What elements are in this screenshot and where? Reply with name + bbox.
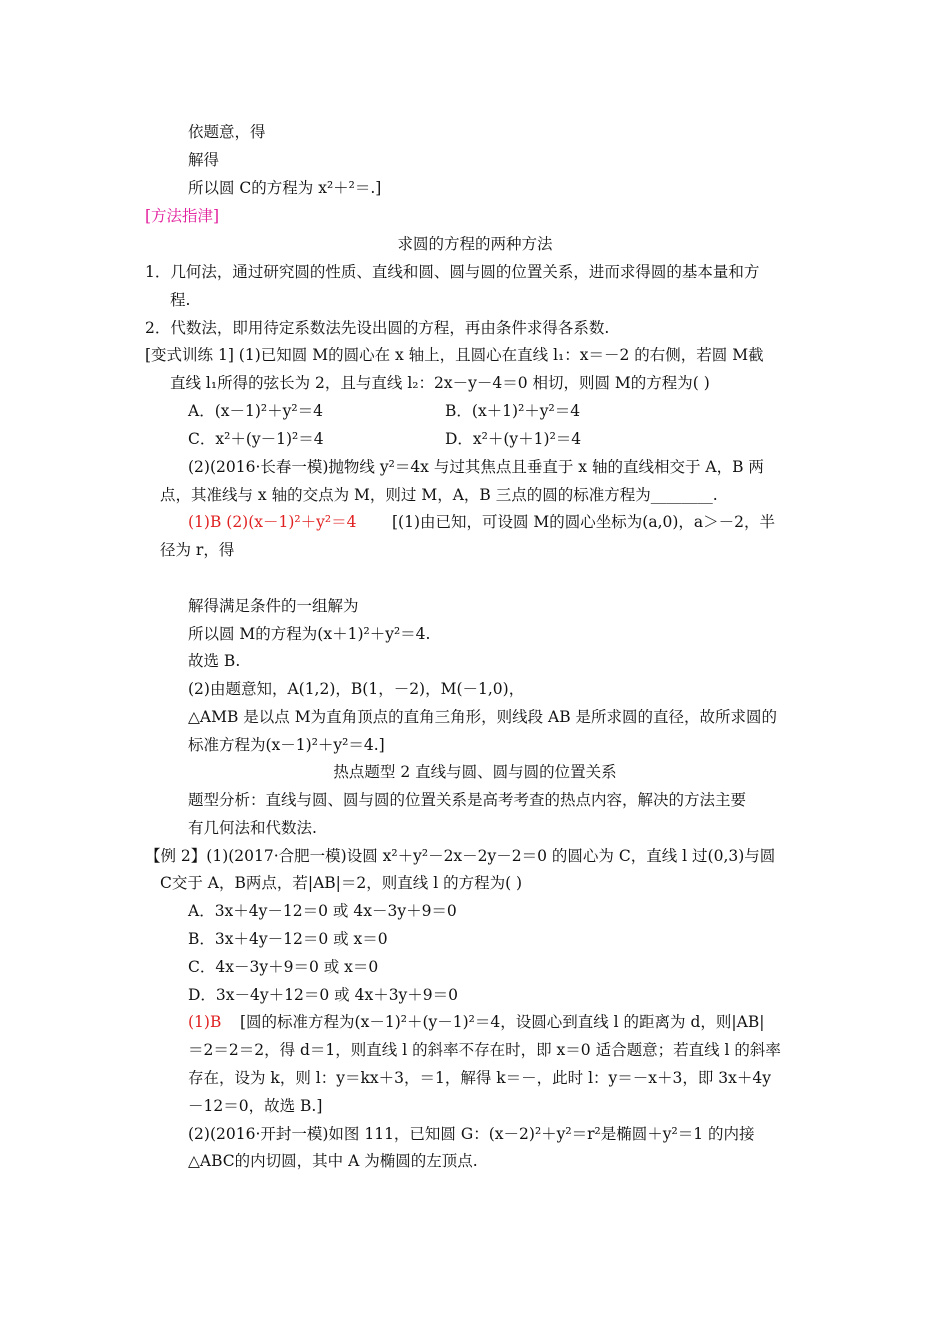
example-heading: 【例 2】(1)(2017·合肥一模)设圆 x²＋y²－2x－2y－2＝0 的圆心为 C，直线 l 过(0,3)与圆 [145, 847, 776, 865]
text-line: 程. [170, 291, 191, 309]
option-a: A．3x＋4y－12＝0 或 4x－3y＋9＝0 [188, 902, 457, 920]
text-line: 解得 [188, 151, 220, 169]
text-line: 存在，设为 k，则 l：y＝kx＋3，＝1，解得 k＝－，此时 l：y＝－x＋3，即 3x＋4y [188, 1069, 772, 1087]
text-line: 有几何法和代数法. [188, 819, 317, 837]
text-line: 依题意，得 [188, 123, 266, 141]
option-b: B．(x＋1)²＋y²＝4 [445, 402, 581, 420]
text-line: 故选 B. [188, 652, 241, 670]
method-tag: [方法指津] [145, 207, 220, 225]
text-line: (2)(2016·长春一模)抛物线 y²＝4x 与过其焦点且垂直于 x 轴的直线相交于 A，B 两 [188, 458, 764, 476]
text-line: ＝2＝2＝2，得 d＝1，则直线 l 的斜率不存在时，即 x＝0 适合题意；若直线 l 的斜率 [188, 1041, 781, 1059]
option-d: D．x²＋(y＋1)²＝4 [445, 430, 582, 448]
option-c: C．4x－3y＋9＝0 或 x＝0 [188, 958, 379, 976]
text-line: 径为 r，得 [160, 541, 235, 559]
text-line: 所以圆 M的方程为(x＋1)²＋y²＝4. [188, 625, 431, 643]
solution-text: [圆的标准方程为(x－1)²＋(y－1)²＝4，设圆心到直线 l 的距离为 d，则|AB| [240, 1013, 765, 1031]
option-b: B．3x＋4y－12＝0 或 x＝0 [188, 930, 388, 948]
text-line: 解得满足条件的一组解为 [188, 597, 359, 615]
option-d: D．3x－4y＋12＝0 或 4x＋3y＋9＝0 [188, 986, 459, 1004]
text-line: [变式训练 1] (1)已知圆 M的圆心在 x 轴上，且圆心在直线 l₁：x＝－2 的右侧，若圆 M截 [145, 346, 764, 364]
section-heading: 热点题型 2 直线与圆、圆与圆的位置关系 [333, 763, 617, 781]
text-line: △AMB 是以点 M为直角顶点的直角三角形，则线段 AB 是所求圆的直径，故所求圆的 [188, 708, 778, 726]
text-line: 直线 l₁所得的弦长为 2，且与直线 l₂：2x－y－4＝0 相切，则圆 M的方程为( ) [170, 374, 710, 392]
option-c: C．x²＋(y－1)²＝4 [188, 430, 324, 448]
answer-key: (1)B [188, 1013, 222, 1031]
text-line: (2)(2016·开封一模)如图 111，已知圆 G：(x－2)²＋y²＝r²是椭圆＋y²＝1 的内接 [188, 1125, 755, 1143]
text-line: 1．几何法，通过研究圆的性质、直线和圆、圆与圆的位置关系，进而求得圆的基本量和方 [145, 263, 760, 281]
text-line: 标准方程为(x－1)²＋y²＝4.] [188, 736, 385, 754]
answer-key: (1)B (2)(x－1)²＋y²＝4 [188, 513, 357, 531]
text-line: 所以圆 C的方程为 x²＋²＝.] [188, 179, 382, 197]
text-line: －12＝0，故选 B.] [188, 1097, 323, 1115]
solution-text: [(1)由已知，可设圆 M的圆心坐标为(a,0)，a＞－2，半 [392, 513, 776, 531]
text-line: 题型分析：直线与圆、圆与圆的位置关系是高考考查的热点内容，解决的方法主要 [188, 791, 747, 809]
text-line: △ABC的内切圆，其中 A 为椭圆的左顶点. [188, 1152, 478, 1170]
section-heading: 求圆的方程的两种方法 [397, 235, 553, 253]
text-line: 点，其准线与 x 轴的交点为 M，则过 M，A，B 三点的圆的标准方程为________. [160, 486, 718, 504]
text-line: (2)由题意知，A(1,2)，B(1，－2)，M(－1,0)， [188, 680, 525, 698]
text-line: 2．代数法，即用待定系数法先设出圆的方程，再由条件求得各系数. [145, 319, 610, 337]
text-line: C交于 A，B两点，若|AB|＝2，则直线 l 的方程为( ) [160, 874, 523, 892]
option-a: A．(x－1)²＋y²＝4 [188, 402, 323, 420]
